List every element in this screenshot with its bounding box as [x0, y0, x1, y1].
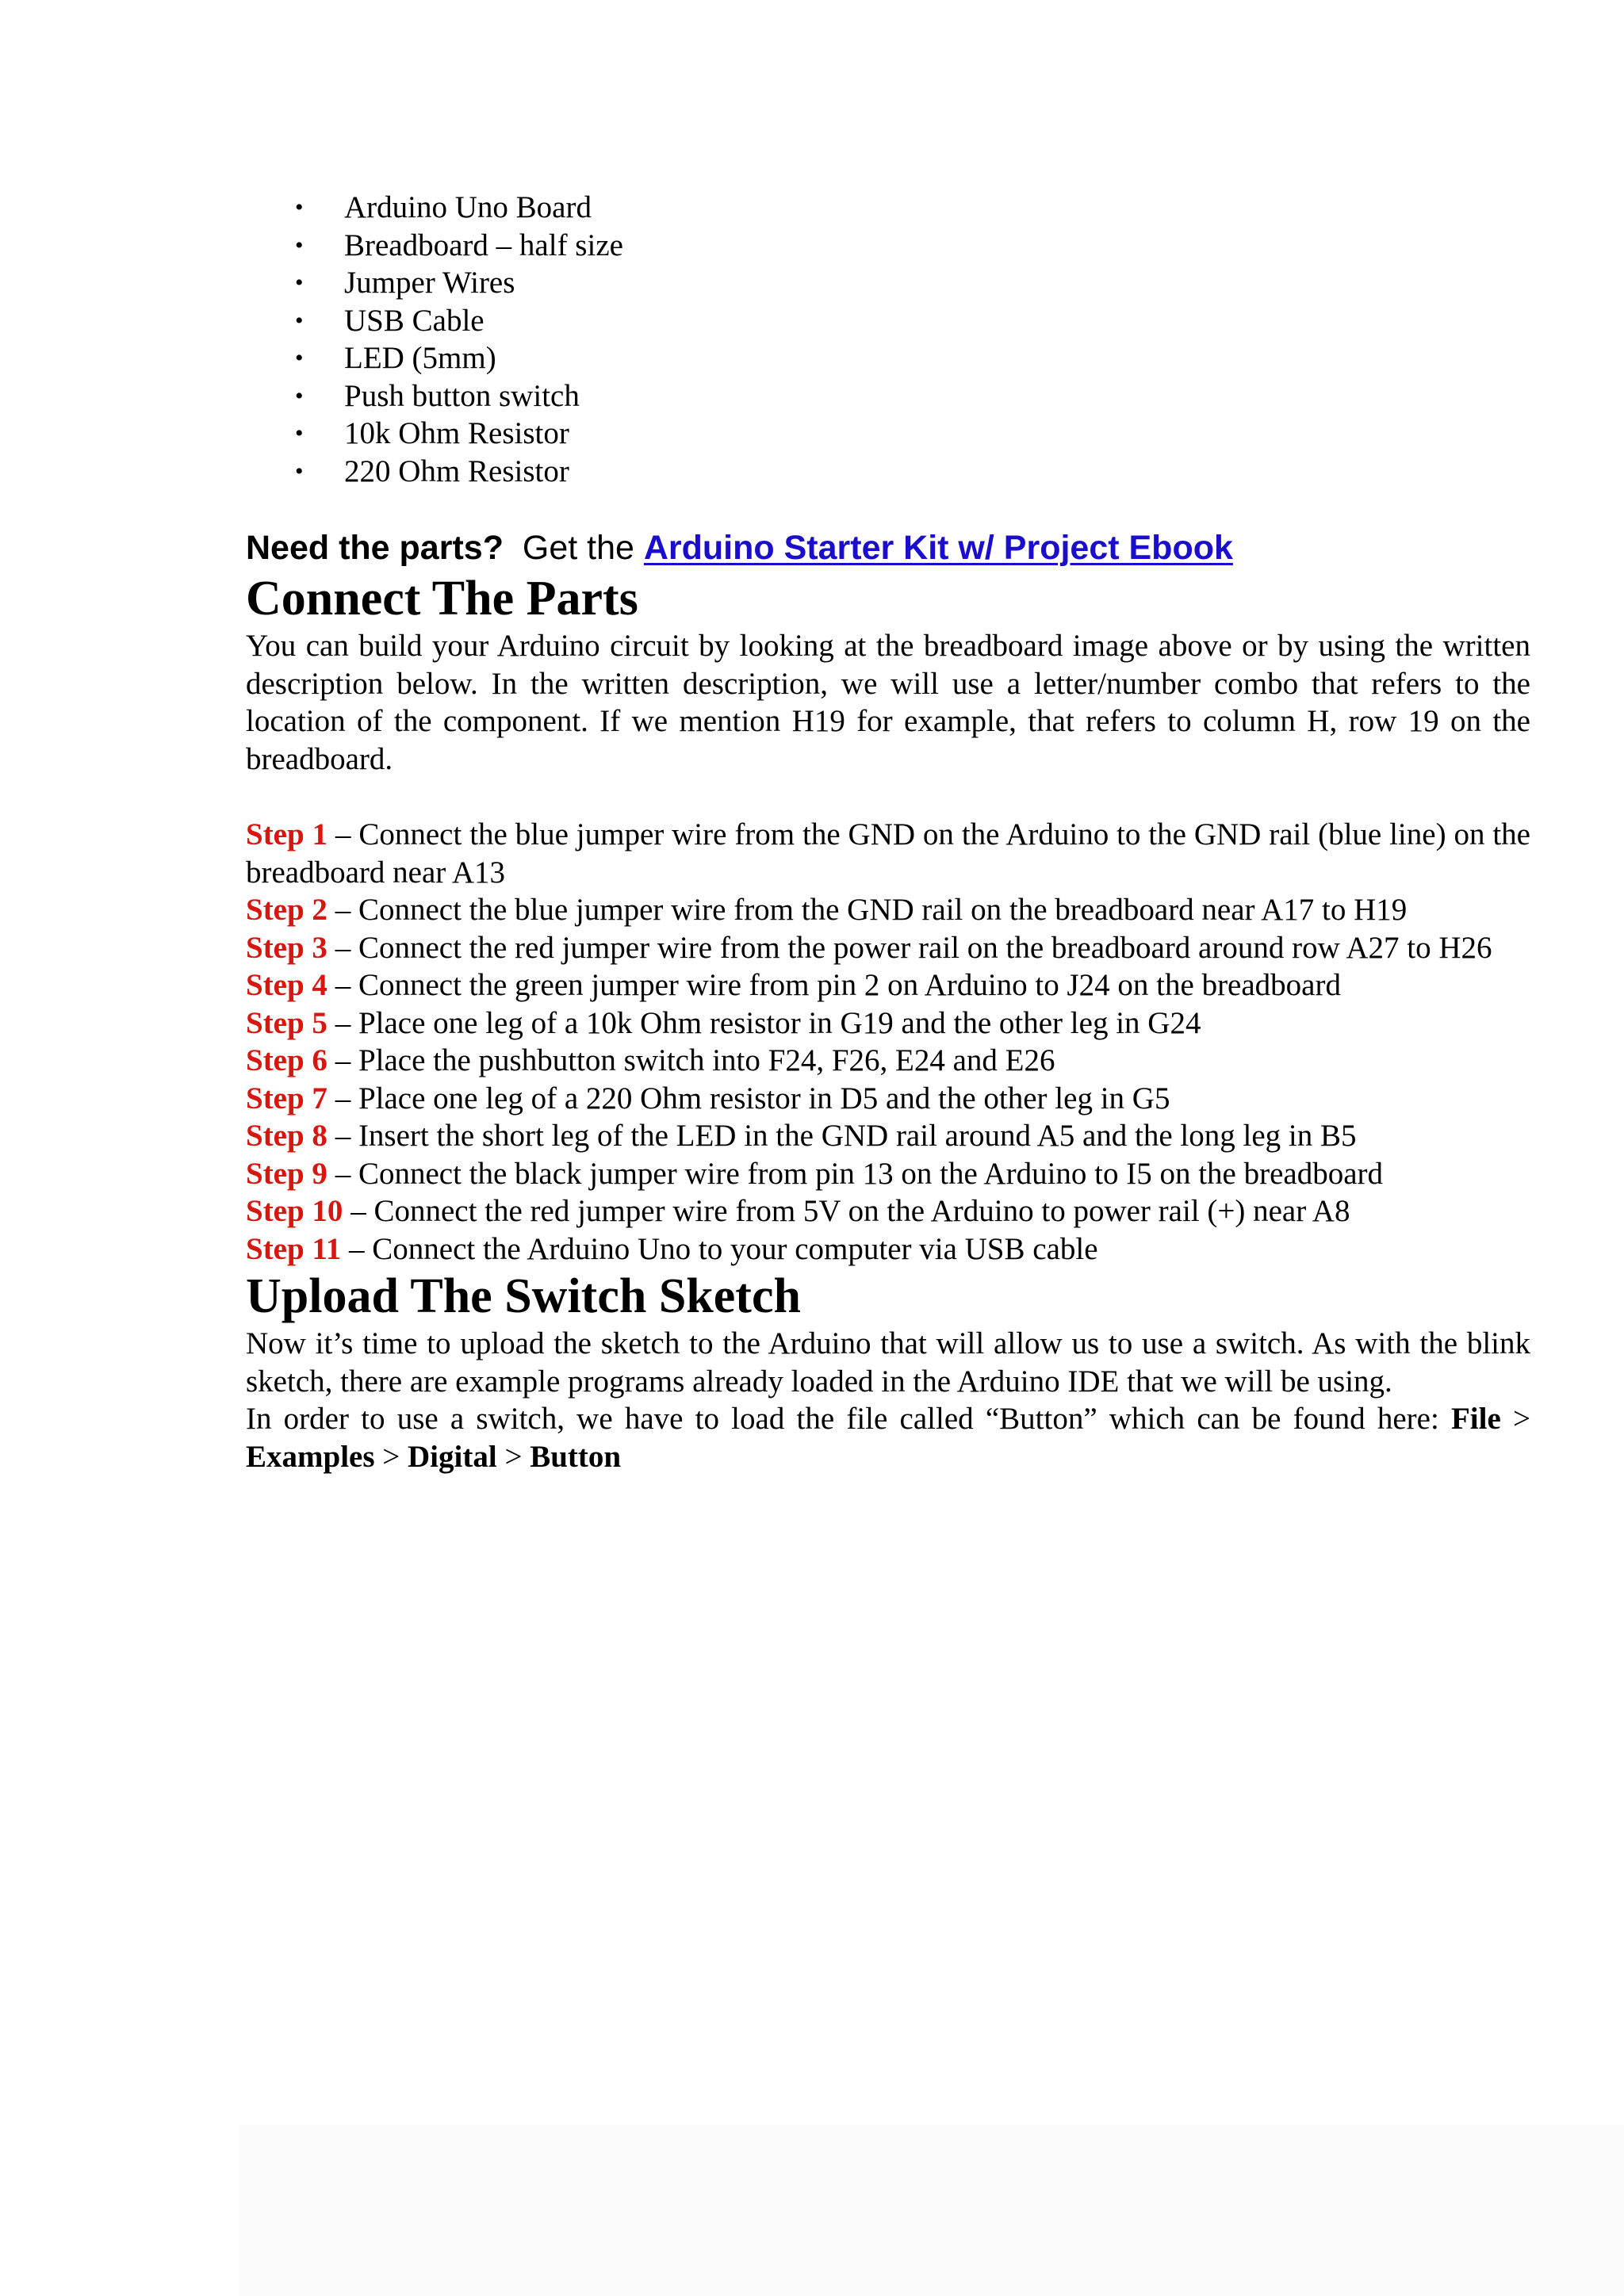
part-name: 220 Ohm Resistor — [344, 453, 569, 488]
step-label: Step 2 — [246, 893, 327, 927]
get-the-text: Get the — [522, 529, 634, 567]
step-label: Step 3 — [246, 930, 327, 965]
part-name: Push button switch — [344, 378, 580, 413]
list-item — [295, 227, 1530, 265]
step-text: – Place one leg of a 220 Ohm resistor in D5 and the other leg in G5 — [327, 1081, 1170, 1115]
parts-list — [246, 189, 1530, 490]
step-item — [246, 1042, 1530, 1080]
list-item — [295, 339, 1530, 377]
menu-path-digital: Digital — [408, 1439, 497, 1474]
step-text: – Place one leg of a 10k Ohm resistor in G19 and the other leg in G24 — [327, 1005, 1201, 1040]
steps-list — [246, 816, 1530, 1268]
bullet-icon: • — [295, 345, 304, 371]
step-text: – Connect the green jumper wire from pin 2 on Arduino to J24 on the breadboard — [327, 968, 1341, 1002]
connect-intro-paragraph: You can build your Arduino circuit by looking at the breadboard image above or by using the written description below. In the written description, we will use a letter/number combo that refers to the location of the component. If we mention H19 for example, that refers to column H, row 19 on the breadboard. — [246, 629, 1530, 776]
upload-intro-paragraph: Now it’s time to upload the sketch to the Arduino that will allow us to use a switch. As with the blink sketch, there are example programs already loaded in the Arduino IDE that we will be using. — [246, 1326, 1530, 1399]
button-file-lead: In order to use a switch, we have to load the file called “Button” which can be found here: — [246, 1402, 1451, 1436]
bullet-icon: • — [295, 307, 304, 334]
step-item — [246, 891, 1530, 929]
menu-path-button: Button — [530, 1439, 622, 1474]
bullet-icon: • — [295, 270, 304, 296]
menu-path-examples: Examples — [246, 1439, 375, 1474]
step-label: Step 1 — [246, 817, 328, 851]
part-name: LED (5mm) — [344, 341, 496, 375]
step-text: – Connect the Arduino Uno to your computer via USB cable — [341, 1231, 1098, 1266]
menu-path-file: File — [1450, 1402, 1501, 1436]
menu-path-separator: > — [1500, 1402, 1530, 1436]
page-bottom-shading — [239, 2125, 1624, 2296]
part-name: Arduino Uno Board — [344, 190, 592, 224]
part-name: Breadboard – half size — [344, 228, 623, 262]
page-content — [246, 189, 1530, 1475]
list-item — [295, 377, 1530, 415]
step-item — [246, 1230, 1530, 1269]
step-text: – Place the pushbutton switch into F24, F26, E24 and E26 — [327, 1043, 1055, 1077]
step-item — [246, 1004, 1530, 1043]
connect-parts-heading: Connect The Parts — [246, 572, 638, 626]
step-label: Step 6 — [246, 1043, 327, 1077]
bullet-icon: • — [295, 232, 304, 258]
step-item — [246, 929, 1530, 967]
step-item — [246, 966, 1530, 1004]
need-parts-callout — [246, 526, 1530, 570]
step-label: Step 10 — [246, 1194, 343, 1228]
list-item — [295, 189, 1530, 227]
step-text: – Connect the black jumper wire from pin 13 on the Arduino to I5 on the breadboard — [327, 1156, 1384, 1191]
step-label: Step 4 — [246, 968, 327, 1002]
step-text: – Connect the red jumper wire from the power rail on the breadboard around row A27 to H26 — [327, 930, 1492, 965]
bullet-icon: • — [295, 382, 304, 409]
part-name: 10k Ohm Resistor — [344, 416, 569, 450]
bullet-icon: • — [295, 420, 304, 446]
step-label: Step 11 — [246, 1231, 342, 1266]
need-parts-label: Need the parts? — [246, 529, 504, 567]
button-file-paragraph — [246, 1400, 1530, 1475]
list-item — [295, 415, 1530, 453]
step-label: Step 8 — [246, 1119, 327, 1153]
step-item — [246, 1080, 1530, 1118]
bullet-icon: • — [295, 194, 304, 220]
step-item — [246, 816, 1530, 891]
bullet-icon: • — [295, 457, 304, 484]
upload-sketch-heading: Upload The Switch Sketch — [246, 1269, 801, 1323]
step-text: – Connect the red jumper wire from 5V on the Arduino to power rail (+) near A8 — [343, 1194, 1350, 1228]
list-item — [295, 302, 1530, 340]
menu-path-separator: > — [496, 1439, 530, 1474]
step-text: – Connect the blue jumper wire from the GND on the Arduino to the GND rail (blue line) on the breadboard near A13 — [246, 817, 1530, 890]
step-item — [246, 1155, 1530, 1193]
menu-path-separator: > — [374, 1439, 408, 1474]
step-text: – Insert the short leg of the LED in the GND rail around A5 and the long leg in B5 — [327, 1119, 1357, 1153]
step-item — [246, 1192, 1530, 1230]
part-name: Jumper Wires — [344, 266, 515, 300]
step-text: – Connect the blue jumper wire from the GND rail on the breadboard near A17 to H19 — [327, 893, 1408, 927]
list-item — [295, 264, 1530, 302]
step-item — [246, 1117, 1530, 1155]
step-label: Step 9 — [246, 1156, 327, 1191]
step-label: Step 7 — [246, 1081, 327, 1115]
part-name: USB Cable — [344, 303, 485, 338]
starter-kit-link[interactable]: Arduino Starter Kit w/ Project Ebook — [643, 529, 1233, 567]
step-label: Step 5 — [246, 1005, 327, 1040]
list-item — [295, 453, 1530, 491]
